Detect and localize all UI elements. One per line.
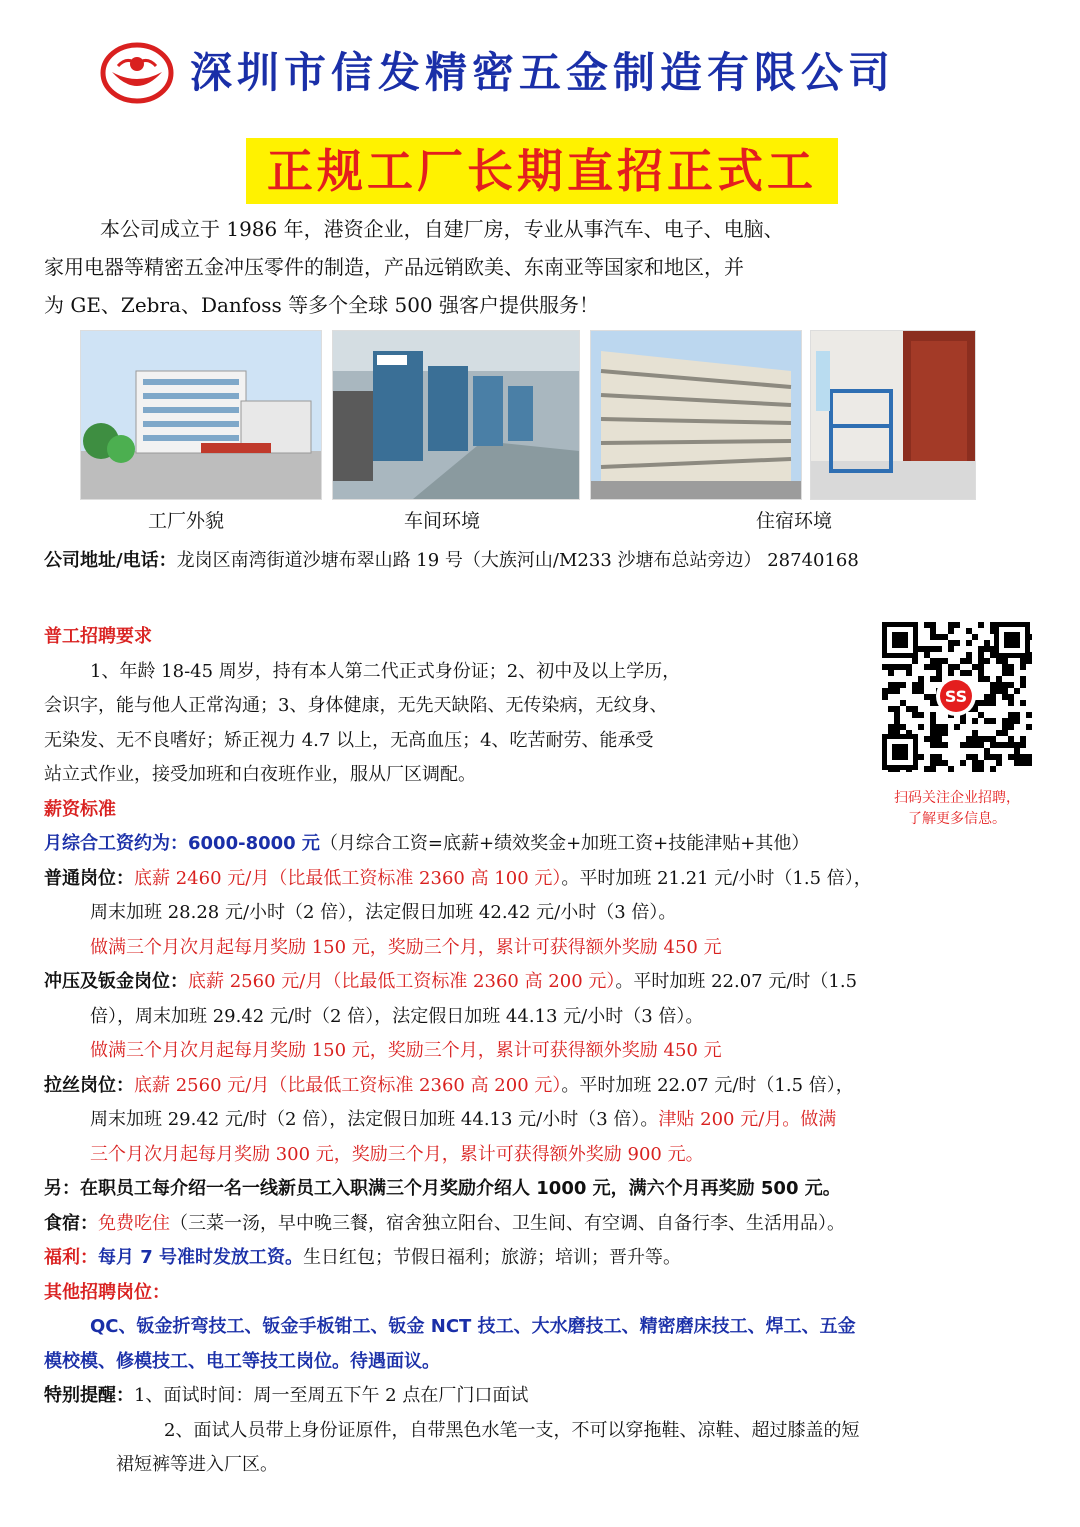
welfare-text: 生日红包；节假日福利；旅游；培训；晋升等。 bbox=[303, 1247, 682, 1268]
general-overtime-line: 周末加班 28.28 元/小时（2 倍），法定假日加班 42.42 元/小时（3 倍）。 bbox=[90, 902, 677, 923]
dormitory-building-photo bbox=[590, 330, 802, 500]
photo-caption: 工厂外貌 bbox=[148, 510, 225, 532]
qr-caption-line: 扫码关注企业招聘， bbox=[894, 790, 1020, 806]
food-text: （三菜一汤，早中晚三餐，宿舍独立阳台、卫生间、有空调、自备行李、生活用品）。 bbox=[170, 1212, 845, 1234]
requirements-line: 站立式作业，接受加班和白夜班作业，服从厂区调配。 bbox=[44, 764, 476, 785]
drawing-bonus: 三个月次月起每月奖励 300 元，奖励三个月，累计可获得额外奖励 900 元。 bbox=[90, 1143, 704, 1165]
qr-caption bbox=[862, 788, 1052, 830]
requirements-section bbox=[44, 620, 874, 827]
welfare-label: 福利： bbox=[44, 1247, 98, 1268]
intro-line: 本公司成立于 1986 年，港资企业，自建厂房，专业从事汽车、电子、电脑、 bbox=[100, 217, 784, 241]
stamping-position-label: 冲压及钣金岗位： bbox=[44, 971, 188, 992]
company-logo bbox=[100, 42, 174, 104]
general-position-label: 普通岗位： bbox=[44, 867, 134, 889]
workshop-photo bbox=[332, 330, 580, 500]
photo-caption: 车间环境 bbox=[404, 510, 481, 532]
address-text: 龙岗区南湾街道沙塘布翠山路 19 号（大族河山/M233 沙塘布总站旁边） 28740168 bbox=[176, 550, 859, 571]
stamping-overtime-line: 倍），周末加班 29.42 元/时（2 倍），法定假日加班 44.13 元/小时（3 倍）。 bbox=[90, 1005, 704, 1027]
stamping-overtime: 。平时加班 22.07 元/时（1.5 bbox=[615, 971, 858, 992]
general-base-salary: 底薪 2460 元/月（比最低工资标准 2360 高 100 元） bbox=[134, 867, 562, 889]
monthly-salary-note: （月综合工资=底薪+绩效奖金+加班工资+技能津贴+其他） bbox=[319, 833, 810, 854]
salary-heading: 薪资标准 bbox=[44, 798, 116, 820]
stamping-base-salary: 底薪 2560 元/月（比最低工资标准 2360 高 200 元） bbox=[188, 971, 616, 992]
requirements-line: 会识字，能与他人正常沟通；3、身体健康，无先天缺陷、无传染病，无纹身、 bbox=[44, 695, 668, 716]
general-overtime: 。平时加班 21.21 元/小时（1.5 倍）， bbox=[561, 867, 872, 889]
drawing-overtime: 。平时加班 22.07 元/时（1.5 倍）， bbox=[561, 1074, 854, 1096]
food-label: 食宿： bbox=[44, 1212, 98, 1234]
requirements-heading: 普工招聘要求 bbox=[44, 626, 152, 647]
drawing-allowance: 津贴 200 元/月。做满 bbox=[658, 1109, 837, 1130]
qr-caption-line: 了解更多信息。 bbox=[908, 811, 1006, 827]
dormitory-room-photo bbox=[810, 330, 976, 500]
reminder-label: 特别提醒： bbox=[44, 1385, 134, 1406]
drawing-overtime-line: 周末加班 29.42 元/时（2 倍），法定假日加班 44.13 元/小时（3 倍）。 bbox=[90, 1109, 659, 1130]
company-address bbox=[44, 546, 1054, 572]
other-positions-line: 模校模、修模技工、电工等技工岗位。待遇面议。 bbox=[44, 1350, 440, 1372]
address-label: 公司地址/电话： bbox=[44, 550, 177, 571]
other-positions-line: QC、钣金折弯技工、钣金手板钳工、钣金 NCT 技工、大水磨技工、精密磨床技工、焊工、五金 bbox=[90, 1316, 856, 1337]
requirements-line: 无染发、无不良嗜好；矫正视力 4.7 以上，无高血压；4、吃苦耐劳、能承受 bbox=[44, 729, 654, 751]
requirements-line: 1、年龄 18-45 周岁，持有本人第二代正式身份证；2、初中及以上学历， bbox=[90, 660, 681, 682]
salary-section bbox=[44, 827, 1044, 1483]
recruitment-banner bbox=[246, 138, 838, 204]
intro-line: 家用电器等精密五金冲压零件的制造，产品远销欧美、东南亚等国家和地区，并 bbox=[44, 255, 744, 279]
svg-text:SS: SS bbox=[944, 687, 968, 706]
intro-line: 为 GE、Zebra、Danfoss 等多个全球 500 强客户提供服务！ bbox=[44, 293, 600, 317]
photo-caption: 住宿环境 bbox=[756, 510, 833, 532]
qr-code[interactable] bbox=[878, 618, 1034, 774]
drawing-base-salary: 底薪 2560 元/月（比最低工资标准 2360 高 200 元） bbox=[134, 1074, 562, 1096]
monthly-salary: 月综合工资约为：6000-8000 元 bbox=[44, 833, 320, 854]
other-positions-heading: 其他招聘岗位： bbox=[44, 1281, 170, 1303]
drawing-position-label: 拉丝岗位： bbox=[44, 1074, 134, 1096]
welfare-pay: 每月 7 号准时发放工资。 bbox=[98, 1247, 304, 1268]
referral-bonus: 另：在职员工每介绍一名一线新员工入职满三个月奖励介绍人 1000 元，满六个月再奖励 500 元。 bbox=[44, 1178, 841, 1199]
factory-exterior-photo bbox=[80, 330, 322, 500]
stamping-bonus: 做满三个月次月起每月奖励 150 元，奖励三个月，累计可获得额外奖励 450 元 bbox=[90, 1040, 722, 1061]
company-intro bbox=[44, 210, 1044, 324]
reminder-item: 裙短裤等进入厂区。 bbox=[116, 1454, 278, 1475]
food-free: 免费吃住 bbox=[98, 1212, 170, 1234]
reminder-item: 1、面试时间：周一至周五下午 2 点在厂门口面试 bbox=[134, 1385, 529, 1406]
reminder-item: 2、面试人员带上身份证原件，自带黑色水笔一支，不可以穿拖鞋、凉鞋、超过膝盖的短 bbox=[164, 1419, 860, 1441]
banner-text: 正规工厂长期直招正式工 bbox=[267, 144, 817, 198]
general-bonus: 做满三个月次月起每月奖励 150 元，奖励三个月，累计可获得额外奖励 450 元 bbox=[90, 936, 722, 958]
company-name: 深圳市信发精密五金制造有限公司 bbox=[190, 48, 896, 97]
